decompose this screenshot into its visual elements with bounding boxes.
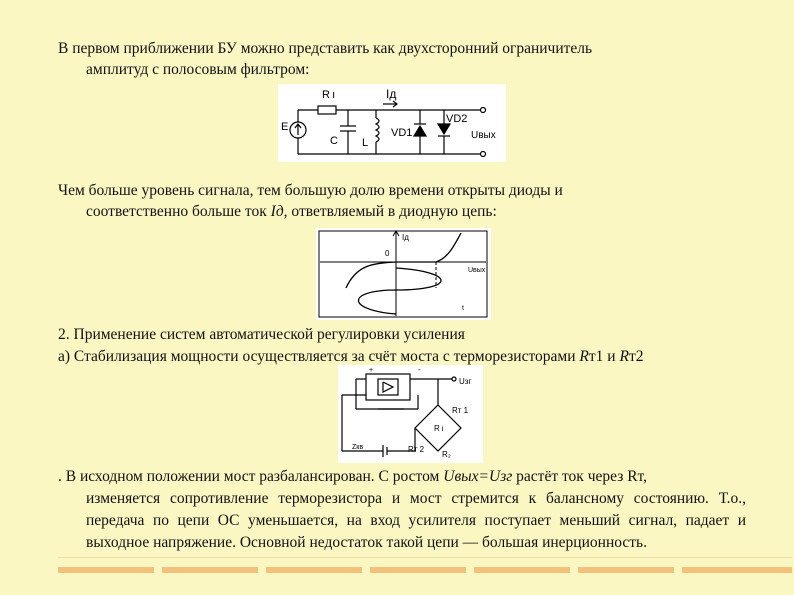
agc-line-2-text: а) Стабилизация мощности осуществляется за счёт моста с терморезисторами [58,348,580,365]
bridge-line-1 [58,468,647,485]
conjunction: и [603,348,620,365]
signal-line-2-start: соответственно больше ток [86,203,271,220]
rt1-symbol: R [579,348,589,365]
deco-segment [578,567,674,573]
zkv-label: Zкв [352,444,364,451]
rt1-label: Rт 1 [452,406,469,415]
deco-segment [370,567,466,573]
agc-heading: 2. Применение систем автоматической регулировки усиления [58,326,465,343]
paragraph-agc [58,324,746,368]
deco-segment [162,567,258,573]
r2-label: R₂ [442,450,451,459]
rt2-symbol: R [619,348,629,365]
l-label: L [362,137,369,149]
deco-segment [58,567,154,573]
bridge-rest: изменяется сопротивление терморезистора и мост стремится к балансному состоянию. Т.о., передача по цепи ОС уменьшается, на вход усилителя поступает меньший сигнал, падает и выходное напряжение. Основной недостаток такой цепи — большая инерционность. [86,490,746,551]
bridge-line-1-start: . В исходном положении мост разбалансирован. С ростом [58,468,444,485]
id-axis-label: Iд [402,233,409,242]
r1-label: R ı [434,424,444,433]
paragraph-signal-level [58,180,746,222]
deco-segment [682,567,792,573]
deco-segment [266,567,362,573]
intro-line-1: В первом приближении БУ можно представить как двухсторонний ограничитель [58,40,593,57]
uvyh-axis-label: Uвых [468,267,486,274]
uzg-label: Uзг [459,377,472,386]
paragraph-bridge-explanation [58,466,746,554]
diode-current-graph [316,228,491,320]
decorative-line [58,557,792,558]
thermistor-bridge-schematic [338,365,483,463]
bridge-line-1-end: растёт ток через Rт, [512,468,648,485]
vd1-label: VD1 [391,127,413,139]
id-label: Iд [386,87,397,101]
paragraph-intro [58,38,746,80]
uvyh-label: Uвых [471,130,496,141]
e-label: E [281,121,289,133]
signal-line-1: Чем больше уровень сигнала, тем большую долю времени открыты диоды и [58,182,563,199]
t-axis-label: t [462,305,464,312]
thermistor-bridge-figure [338,365,483,463]
agc-line-2 [58,348,643,365]
origin-label: 0 [385,249,390,258]
plus-label: + [369,367,374,374]
limiter-circuit-schematic [278,84,506,162]
uvyh-uzg-symbol: Uвых=Uзг [443,468,513,485]
minus-label: - [418,365,421,374]
rt2-subscript: т2 [628,348,644,365]
rt1-subscript: т1 [588,348,604,365]
c-label: C [330,135,338,147]
id-symbol: Iд [270,203,284,220]
rt2-label: Rт 2 [408,445,425,454]
limiter-circuit-figure [278,84,506,162]
signal-line-2 [58,201,746,222]
decorative-bottom-bar [58,567,792,573]
deco-segment [474,567,570,573]
r1-label: R ı [322,89,336,101]
diode-current-graph-svg [316,228,491,320]
intro-line-2: амплитуд с полосовым фильтром: [86,61,310,78]
signal-line-2-end: , ответвляемый в диодную цепь: [283,203,497,220]
vd2-label: VD2 [446,113,468,125]
